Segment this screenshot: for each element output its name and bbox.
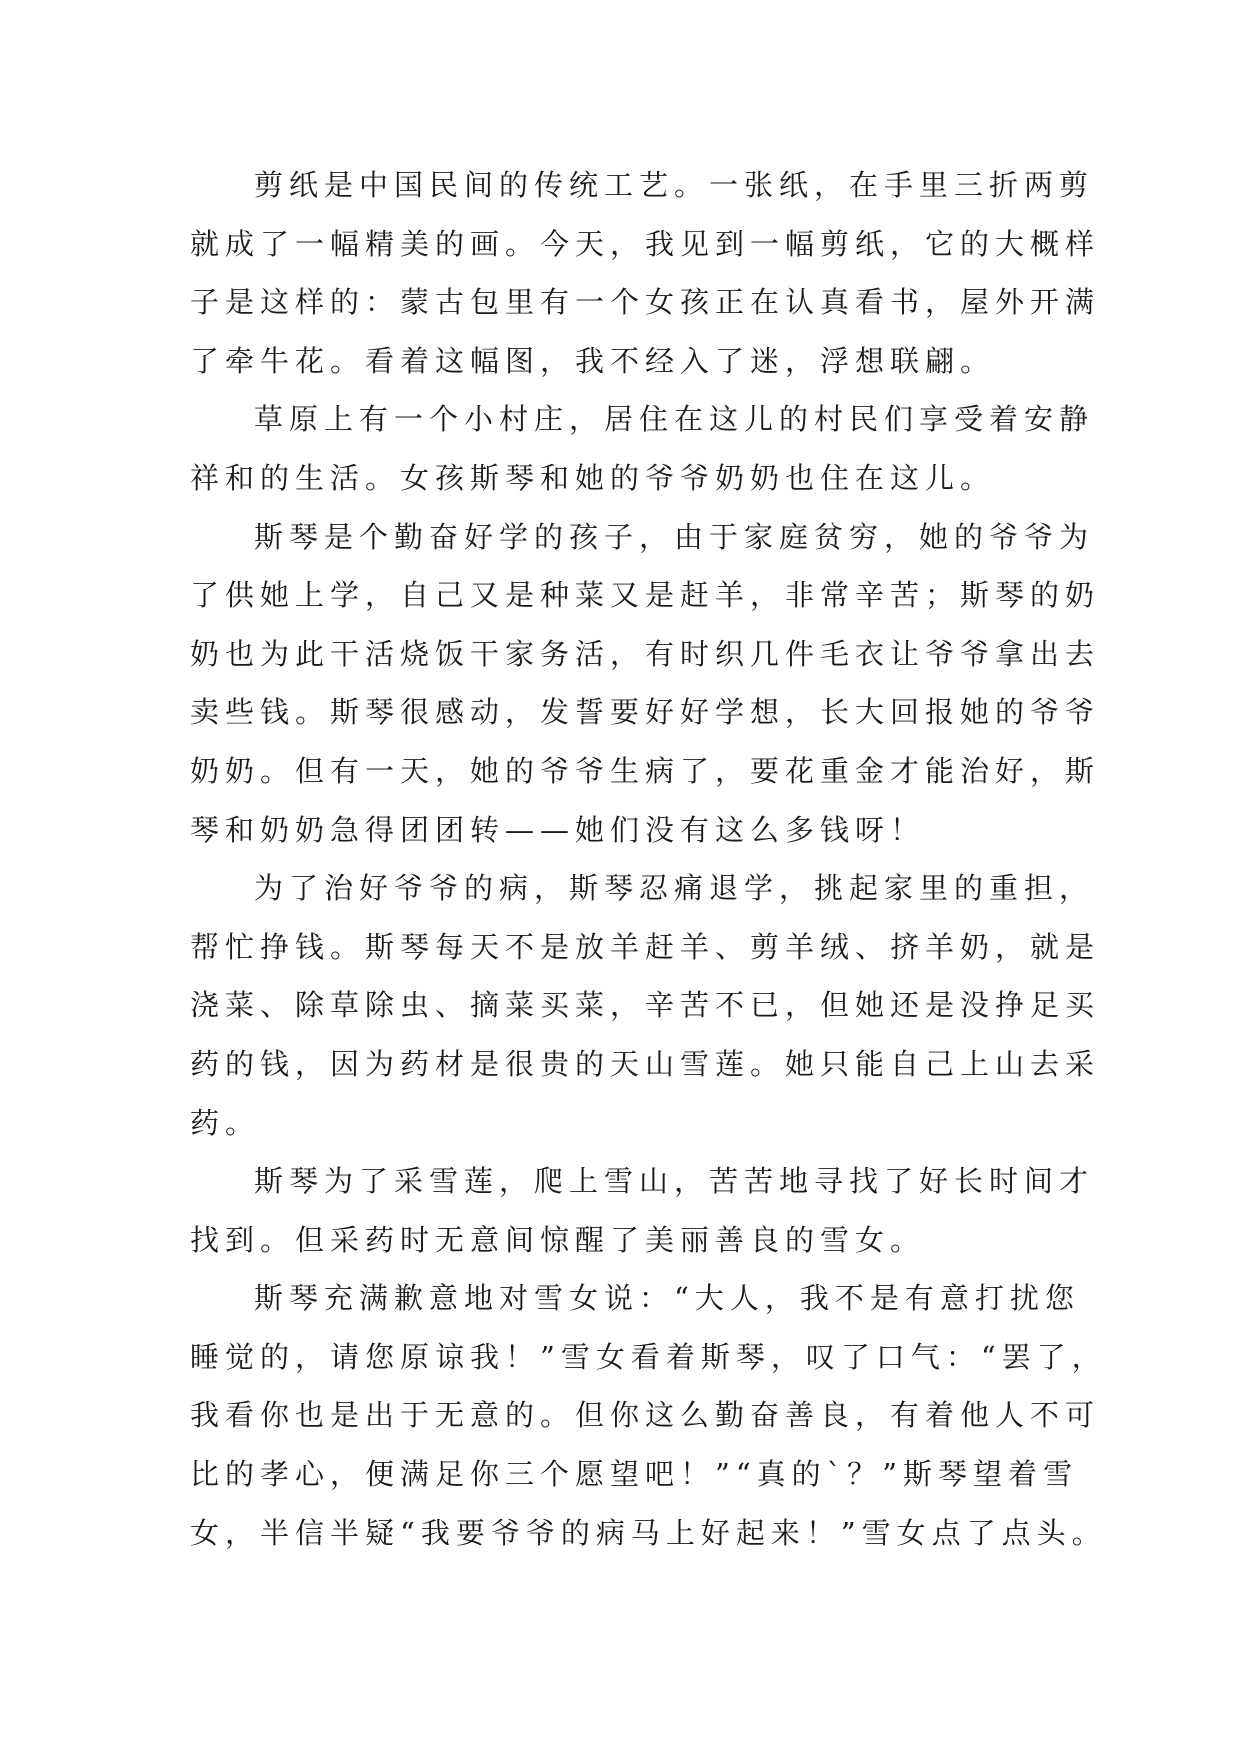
text-line: 卖些钱。斯琴很感动，发誓要好好学想，长大回报她的爷爷 [190,695,1101,730]
text-line: 琴和奶奶急得团团转——她们没有这么多钱呀！ [190,812,926,847]
paragraph-snow-mountain [190,1152,1095,1269]
document-body [190,156,1107,1562]
text-line: 斯琴充满歉意地对雪女说：“大人，我不是有意打扰您 [254,1281,1080,1316]
text-line: 斯琴是个勤奋好学的孩子，由于家庭贫穷，她的爷爷为 [254,519,1095,554]
paragraph-village [190,390,1095,507]
text-line: 奶也为此干活烧饭干家务活，有时织几件毛衣让爷爷拿出去 [190,636,1101,671]
paragraph-siqin-family [190,508,1101,860]
text-line: 睡觉的，请您原谅我！”雪女看着斯琴，叹了口气：“罢了， [190,1339,1107,1374]
text-line: 帮忙挣钱。斯琴每天不是放羊赶羊、剪羊绒、挤羊奶，就是 [190,929,1101,964]
text-line: 子是这样的：蒙古包里有一个女孩正在认真看书，屋外开满 [190,285,1101,320]
text-line: 找到。但采药时无意间惊醒了美丽善良的雪女。 [190,1222,926,1257]
text-line: 浇菜、除草除虫、摘菜买菜，辛苦不已，但她还是没挣足买 [190,988,1101,1023]
text-line: 药。 [190,1105,261,1140]
text-line: 了供她上学，自己又是种菜又是赶羊，非常辛苦；斯琴的奶 [190,578,1101,613]
text-line: 草原上有一个小村庄，居住在这儿的村民们享受着安静 [254,402,1095,437]
text-line: 斯琴为了采雪莲，爬上雪山，苦苦地寻找了好长时间才 [254,1164,1095,1199]
text-line: 剪纸是中国民间的传统工艺。一张纸，在手里三折两剪 [254,168,1095,202]
text-line: 了牵牛花。看着这幅图，我不经入了迷，浮想联翩。 [190,343,996,378]
text-line: 奶奶。但有一天，她的爷爷生病了，要花重金才能治好，斯 [190,753,1101,788]
text-line: 就成了一幅精美的画。今天，我见到一幅剪纸，它的大概样 [190,226,1101,261]
text-line: 为了治好爷爷的病，斯琴忍痛退学，挑起家里的重担， [254,871,1095,906]
text-line: 祥和的生活。女孩斯琴和她的爷爷奶奶也住在这儿。 [190,460,996,495]
text-line: 比的孝心，便满足你三个愿望吧！”“真的`？”斯琴望着雪 [190,1457,1078,1492]
text-line: 药的钱，因为药材是很贵的天山雪莲。她只能自己上山去采 [190,1046,1101,1081]
text-line: 我看你也是出于无意的。但你这么勤奋善良，有着他人不可 [190,1398,1101,1433]
text-line: 女，半信半疑“我要爷爷的病马上好起来！”雪女点了点头。 [190,1515,1107,1550]
paragraph-papercut-intro [190,156,1101,390]
paragraph-earning-money [190,859,1101,1152]
paragraph-snow-maiden [190,1269,1107,1562]
